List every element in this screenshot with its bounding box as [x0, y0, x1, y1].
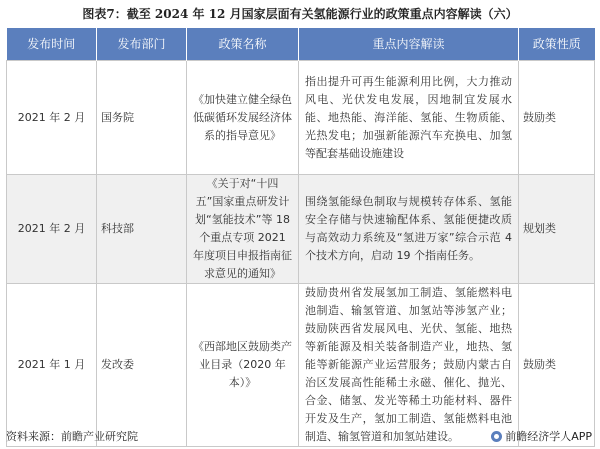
cell-content: 围绕氢能绿色制取与规模转存体系、氢能安全存储与快速输配体系、氢能便捷改质与高效动力系统及“氢进万家”综合示范 4 个技术方向，启动 19 个指南任务。	[299, 175, 519, 284]
cell-type: 鼓励类	[519, 61, 595, 175]
header-dept: 发布部门	[97, 28, 187, 61]
cell-policy-name: 《西部地区鼓励类产业目录（2020 年本）》	[187, 284, 299, 447]
cell-content: 鼓励贵州省发展氢加工制造、氢能燃料电池制造、输氢管道、加氢站等涉氢产业；鼓励陕西省发展风电、光伏、氢能、地热等新能源及相关装备制造产业，地热、氢能等新能源产业运营服务；鼓励内蒙古自治区发展高性能稀土永磁、催化、抛光、合金、储氢、发光等稀土功能材料、器件开发及生产，氢加工制造、氢能燃料电池制造、输氢管道和加氢站建设。	[299, 284, 519, 447]
header-content: 重点内容解读	[299, 28, 519, 61]
cell-content: 指出提升可再生能源利用比例，大力推动风电、光伏发电发展，因地制宜发展水能、地热能、海洋能、氢能、生物质能、光热发电；加强新能源汽车充换电、加氢等配套基础设施建设	[299, 61, 519, 175]
table-row	[7, 284, 595, 447]
source-note: 资料来源：前瞻产业研究院	[6, 430, 138, 443]
cell-date: 2021 年 2 月	[7, 61, 97, 175]
cell-type: 规划类	[519, 175, 595, 284]
brand-label: 前瞻经济学人APP	[505, 430, 592, 443]
table-row	[7, 175, 595, 284]
cell-type: 鼓励类	[519, 284, 595, 447]
cell-date: 2021 年 2 月	[7, 175, 97, 284]
cell-policy-name: 《关于对“十四五”国家重点研发计划“氢能技术”等 18 个重点专项 2021 年度项目申报指南征求意见的通知》	[187, 175, 299, 284]
cell-dept: 科技部	[97, 175, 187, 284]
table-header-row	[7, 28, 595, 61]
policy-table	[6, 28, 595, 447]
cell-dept: 国务院	[97, 61, 187, 175]
cell-dept: 发改委	[97, 284, 187, 447]
brand-logo-icon	[491, 431, 502, 442]
cell-date: 2021 年 1 月	[7, 284, 97, 447]
header-type: 政策性质	[519, 28, 595, 61]
table-row	[7, 61, 595, 175]
header-date: 发布时间	[7, 28, 97, 61]
header-name: 政策名称	[187, 28, 299, 61]
brand	[491, 428, 592, 444]
cell-policy-name: 《加快建立健全绿色低碳循环发展经济体系的指导意见》	[187, 61, 299, 175]
page-title: 图表7：截至 2024 年 12 月国家层面有关氢能源行业的政策重点内容解读（六）	[82, 7, 518, 21]
